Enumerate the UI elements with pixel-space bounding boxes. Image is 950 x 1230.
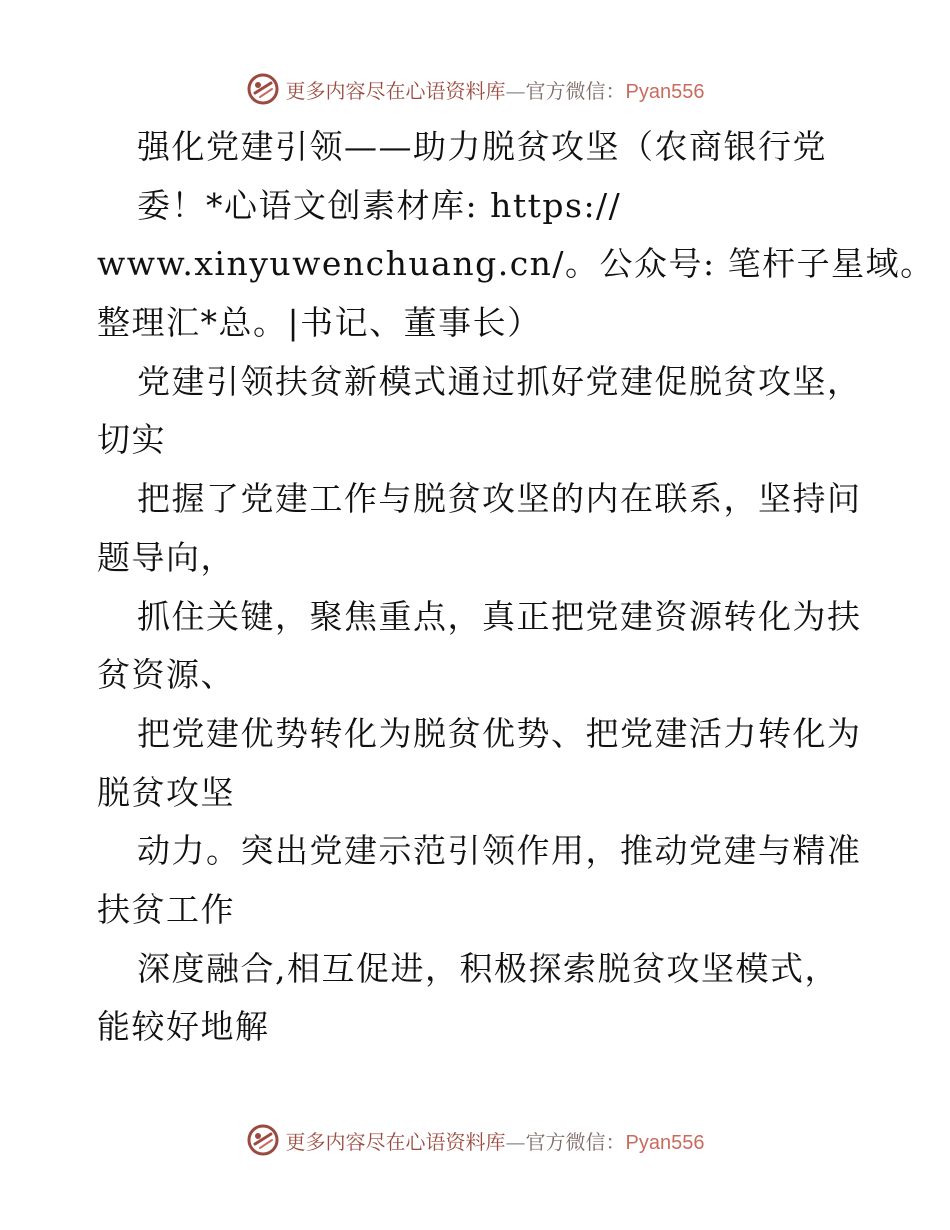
header-banner-wechat-label: 官方微信：	[525, 78, 626, 103]
body-line: 党建引领扶贫新模式通过抓好党建促脱贫攻坚，	[137, 361, 862, 401]
body-line: 能较好地解	[97, 1007, 270, 1047]
header-banner-title: 更多内容尽在心语资料库	[285, 78, 506, 103]
brand-logo-icon	[246, 1123, 280, 1157]
footer-banner-wechat-label: 官方微信：	[525, 1129, 626, 1154]
body-line: 深度融合,相互促进，积极探索脱贫攻坚模式，	[137, 948, 839, 988]
body-line: 抓住关键，聚焦重点，真正把党建资源转化为扶	[137, 596, 862, 636]
body-line: 把党建优势转化为脱贫优势、把党建活力转化为	[137, 713, 862, 753]
body-line: www.xinyuwenchuang.cn/。公众号: 笔杆子星域。	[97, 244, 935, 284]
header-banner-text	[286, 75, 705, 104]
footer-banner-title: 更多内容尽在心语资料库	[285, 1129, 506, 1154]
footer-banner-wechat-id: Pyan556	[625, 1131, 705, 1154]
header-banner-separator: —	[505, 78, 526, 103]
body-line: 贫资源、	[97, 655, 235, 695]
body-line: 把握了党建工作与脱贫攻坚的内在联系，坚持问	[137, 479, 862, 519]
body-line: 委！*心语文创素材库: https://	[137, 185, 622, 225]
footer-banner	[0, 1123, 950, 1157]
body-line: 切实	[97, 420, 166, 460]
brand-logo-icon	[246, 72, 280, 106]
header-banner	[0, 72, 950, 106]
body-line: 动力。突出党建示范引领作用，推动党建与精准	[137, 831, 862, 871]
footer-banner-text	[286, 1126, 705, 1155]
footer-banner-separator: —	[505, 1129, 526, 1154]
header-banner-wechat-id: Pyan556	[625, 80, 705, 103]
body-line: 题导向，	[97, 537, 235, 577]
body-line: 强化党建引领——助力脱贫攻坚（农商银行党	[137, 127, 827, 166]
body-line: 脱贫攻坚	[97, 772, 235, 812]
body-line: 整理汇*总。|书记、董事长）	[97, 303, 542, 343]
body-line: 扶贫工作	[97, 889, 235, 929]
document-body	[97, 118, 935, 1057]
